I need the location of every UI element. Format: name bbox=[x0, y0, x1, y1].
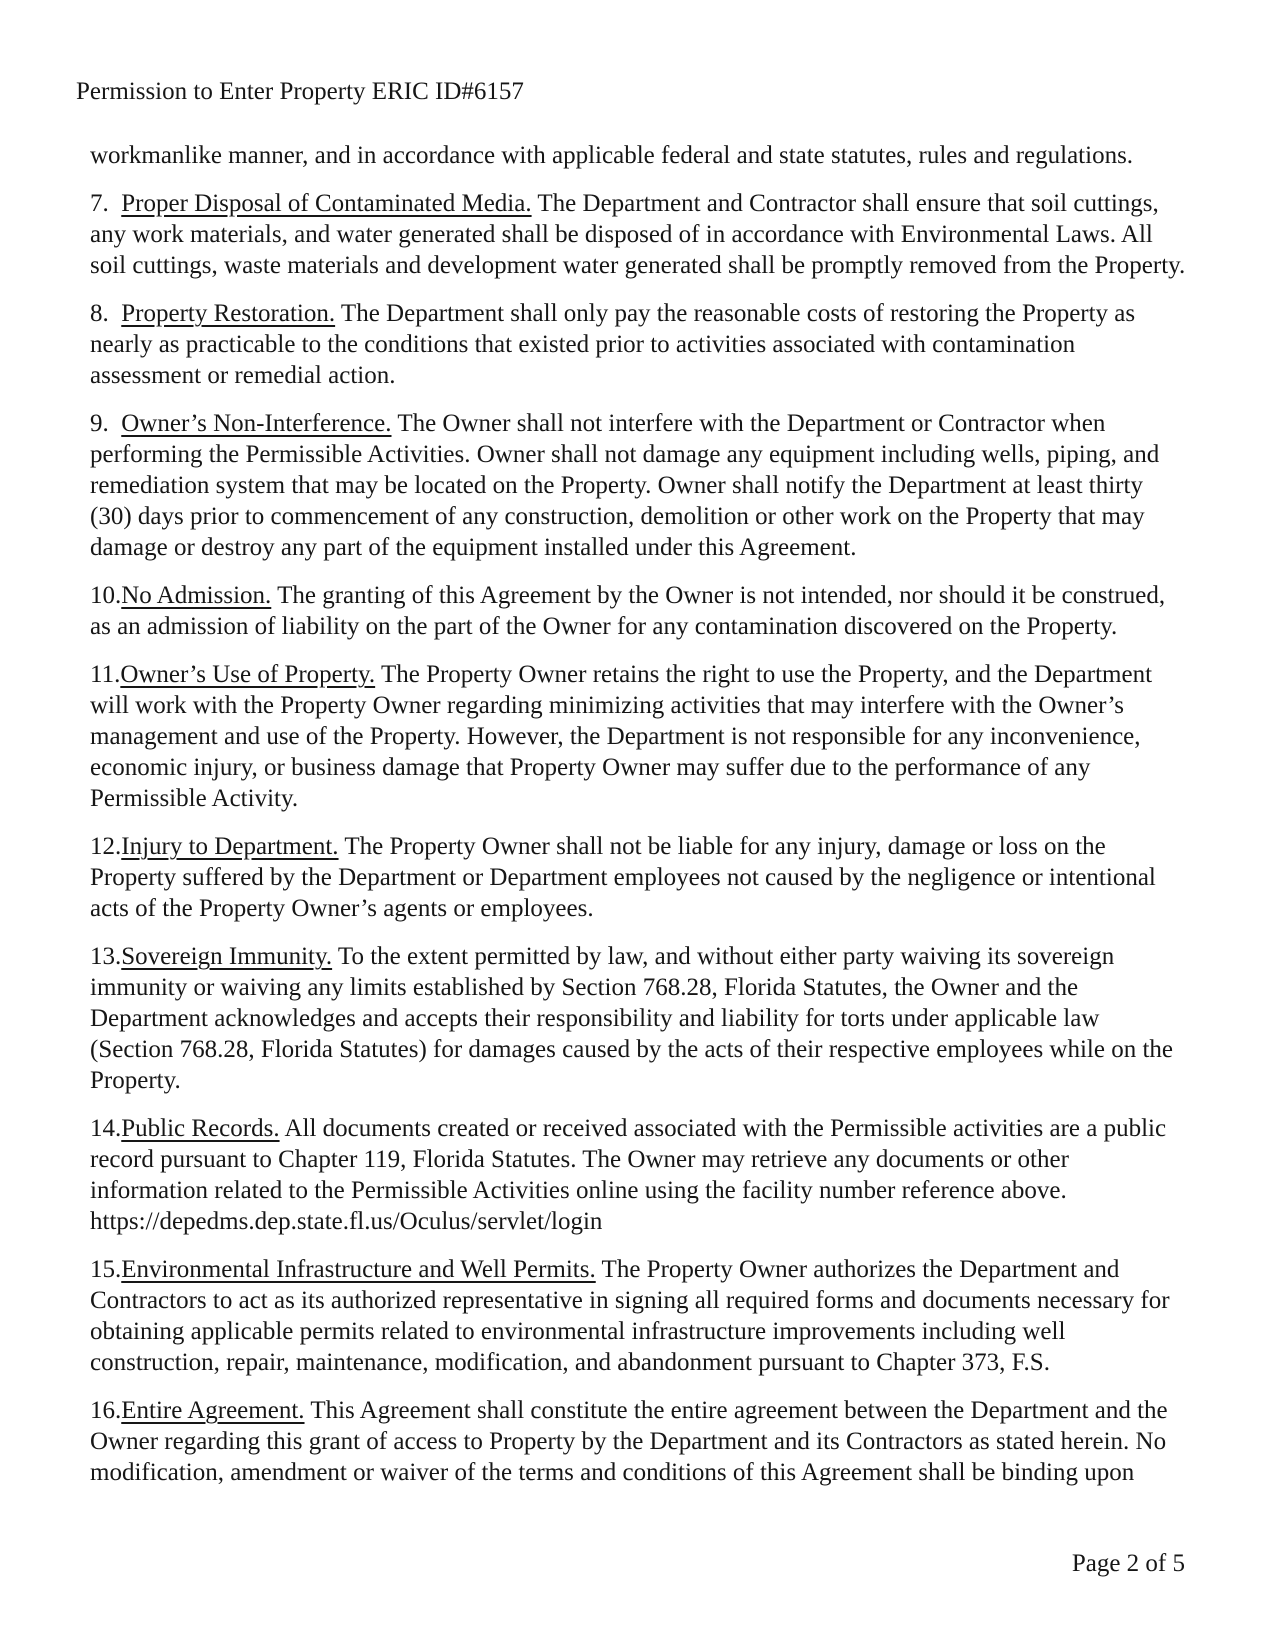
paragraph-7-proper-disposal bbox=[90, 188, 1188, 281]
item-number: 13. bbox=[90, 943, 122, 970]
paragraph-9-owners-non-interference bbox=[90, 408, 1188, 563]
paragraph-10-no-admission bbox=[90, 580, 1188, 642]
paragraph-16-entire-agreement bbox=[90, 1395, 1188, 1488]
item-heading: No Admission. bbox=[121, 582, 272, 609]
item-heading: Proper Disposal of Contaminated Media. bbox=[121, 190, 532, 217]
item-body: All documents created or received associated with the Permissible activities are a public record pursuant to Chapter 119, Florida Statutes. The Owner may retrieve any documents or other information related to the Permissible Activities online using the facility number reference above. bbox=[90, 1115, 1167, 1204]
item-number: 9. bbox=[90, 410, 122, 437]
paragraph-15-environmental-infrastructure bbox=[90, 1254, 1188, 1378]
item-number: 14. bbox=[90, 1115, 122, 1142]
item-number: 7. bbox=[90, 190, 122, 217]
item-heading: Property Restoration. bbox=[121, 300, 336, 327]
item-body: The Department shall only pay the reasonable costs of restoring the Property as nearly as practicable to the conditions that existed prior to activities associated with contamination assessment or remedial action. bbox=[90, 300, 1136, 389]
item-number: 11. bbox=[90, 661, 121, 688]
item-body: The Department and Contractor shall ensure that soil cuttings, any work materials, and water generated shall be disposed of in accordance with Environmental Laws. All soil cuttings, waste materials and development water generated shall be promptly removed from the Property. bbox=[90, 190, 1186, 279]
paragraph-11-owners-use-of-property bbox=[90, 659, 1188, 814]
paragraph-12-injury-to-department bbox=[90, 831, 1188, 924]
item-number: 12. bbox=[90, 833, 122, 860]
item-body: The Property Owner authorizes the Department and Contractors to act as its authorized representative in signing all required forms and documents necessary for obtaining applicable permits related to environmental infrastructure improvements including well construction, repair, maintenance, modification, and abandonment pursuant to Chapter 373, F.S. bbox=[90, 1256, 1170, 1376]
paragraph-8-property-restoration bbox=[90, 298, 1188, 391]
item-body: The Owner shall not interfere with the Department or Contractor when performing the Permissible Activities. Owner shall not damage any equipment including wells, piping, and remediation system that may be located on the Property. Owner shall notify the Department at least thirty (30) days prior to commencement of any construction, demolition or other work on the Property that may damage or destroy any part of the equipment installed under this Agreement. bbox=[90, 410, 1160, 561]
item-number: 8. bbox=[90, 300, 122, 327]
intro-text: workmanlike manner, and in accordance with applicable federal and state statutes, rules and regulations. bbox=[90, 142, 1134, 169]
item-heading: Owner’s Use of Property. bbox=[120, 661, 376, 688]
item-heading: Sovereign Immunity. bbox=[121, 943, 333, 970]
item-heading: Injury to Department. bbox=[121, 833, 339, 860]
document-body bbox=[90, 140, 1188, 1488]
item-heading: Entire Agreement. bbox=[121, 1397, 305, 1424]
item-body: The Property Owner retains the right to use the Property, and the Department will work with the Property Owner regarding minimizing activities that may interfere with the Owner’s management and use of the Property. However, the Department is not responsible for any inconvenience, economic injury, or business damage that Property Owner may suffer due to the performance of any Permissible Activity. bbox=[90, 661, 1153, 812]
public-records-url: https://depedms.dep.state.fl.us/Oculus/servlet/login bbox=[90, 1208, 603, 1235]
item-heading: Public Records. bbox=[121, 1115, 280, 1142]
intro-paragraph bbox=[90, 140, 1188, 171]
paragraph-14-public-records bbox=[90, 1113, 1188, 1237]
item-body: To the extent permitted by law, and without either party waiving its sovereign immunity or waiving any limits established by Section 768.28, Florida Statutes, the Owner and the Department acknowledges and accepts their responsibility and liability for torts under applicable law (Section 768.28, Florida Statutes) for damages caused by the acts of their respective employees while on the Property. bbox=[90, 943, 1174, 1094]
page-number: Page 2 of 5 bbox=[1071, 1550, 1185, 1577]
item-number: 15. bbox=[90, 1256, 122, 1283]
page-header bbox=[76, 76, 1275, 107]
page-header-title: Permission to Enter Property ERIC ID#6157 bbox=[76, 78, 524, 105]
item-heading: Environmental Infrastructure and Well Permits. bbox=[121, 1256, 596, 1283]
item-body: This Agreement shall constitute the entire agreement between the Department and the Owner regarding this grant of access to Property by the Department and its Contractors as stated herein. No modification, amendment or waiver of the terms and conditions of this Agreement shall be binding upon bbox=[90, 1397, 1168, 1486]
paragraph-13-sovereign-immunity bbox=[90, 941, 1188, 1096]
item-number: 16. bbox=[90, 1397, 122, 1424]
item-body: The Property Owner shall not be liable for any injury, damage or loss on the Property suffered by the Department or Department employees not caused by the negligence or intentional acts of the Property Owner’s agents or employees. bbox=[90, 833, 1156, 922]
item-heading: Owner’s Non-Interference. bbox=[121, 410, 392, 437]
item-number: 10. bbox=[90, 582, 122, 609]
item-body: The granting of this Agreement by the Owner is not intended, nor should it be construed, as an admission of liability on the part of the Owner for any contamination discovered on the Property. bbox=[90, 582, 1166, 640]
